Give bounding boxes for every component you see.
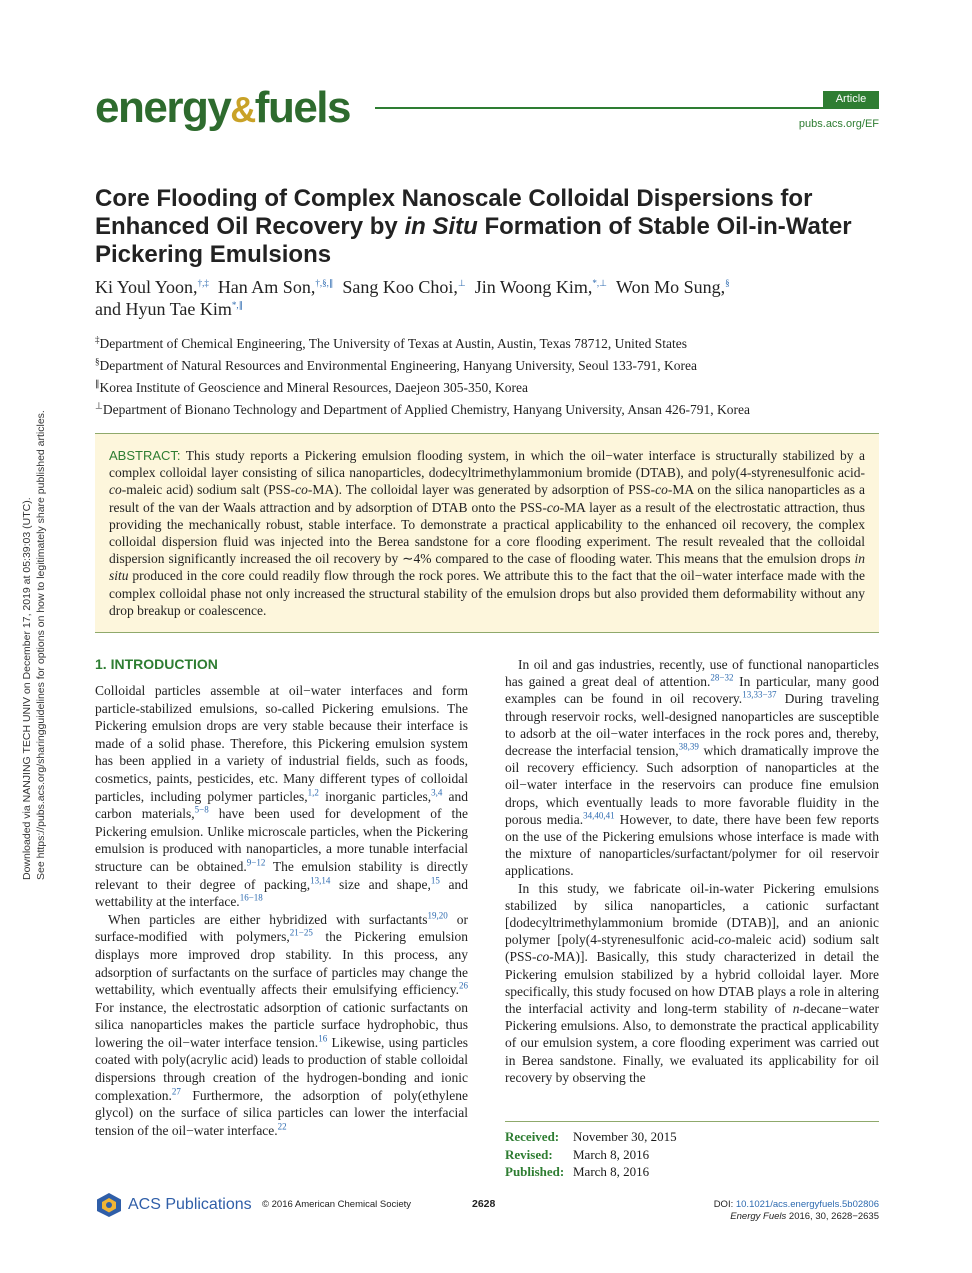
date-label: Received: (505, 1129, 560, 1144)
abstract-italic: co (109, 482, 122, 498)
author-affiliation-mark: †,‡ (197, 278, 209, 288)
abstract-sentence: -MA layer as a result of the electrostatic attraction, thus providing the mechanically robust, stable interface. To demonstrate a practical applicability to the enhanced oil recovery, the complex colloidal dispersion fluid was injected into the Berea sandstone for a core flooding experiment. The result revealed that the colloidal dispersion significantly increased the oil recovery by ∼4% compared to the case of flooding water. This means that the emulsion drops (109, 499, 865, 567)
date-label: Published: (505, 1164, 565, 1179)
text-run: inorganic particles, (318, 788, 432, 804)
doi-link[interactable]: 10.1021/acs.energyfuels.5b02806 (735, 1199, 879, 1210)
citation-link[interactable]: 27 (171, 1086, 181, 1097)
text-italic: co (718, 932, 732, 948)
affiliation (95, 333, 885, 355)
text-run: In particular, many good examples can be found in oil recovery. (505, 674, 880, 707)
author-name: Won Mo Sung, (616, 277, 726, 297)
date-row (505, 1163, 879, 1181)
abstract-text (109, 447, 865, 619)
text-run: and carbon materials, (95, 788, 468, 822)
acs-hexagon-icon (95, 1192, 123, 1218)
text-run: size and shape, (330, 876, 431, 892)
text-run: and wettability at the interface. (95, 876, 468, 910)
citation-link[interactable]: 13,14 (310, 875, 331, 886)
text-run: have been used for development of the Pickering emulsion. Unlike microscale particles, when the Pickering emulsion is produced with nanoparticles, a more tunable interfacial structure can be obtained. (95, 806, 468, 874)
citation-line (620, 1211, 879, 1222)
dates-rule (505, 1121, 879, 1122)
author[interactable] (342, 277, 465, 297)
affiliation-text: Department of Bionano Technology and Department of Applied Chemistry, Hanyang University, Ansan 426-791, Korea (102, 402, 751, 417)
text-run: -maleic acid) sodium salt (PSS- (505, 932, 879, 965)
citation-journal: Energy Fuels (730, 1211, 787, 1222)
title-part1: Core Flooding of Complex Nanoscale Colloidal Dispersions for Enhanced Oil Recovery by (95, 185, 813, 240)
affiliation-mark: ∥ (95, 378, 100, 389)
citation-rest: 2016, 30, 2628−2635 (786, 1211, 879, 1222)
affiliation (95, 355, 885, 377)
journal-name-part1: energy (95, 83, 231, 132)
section-heading-introduction: 1. INTRODUCTION (95, 656, 218, 672)
journal-url-text: pubs.acs.org/EF (798, 118, 879, 130)
date-value: March 8, 2016 (573, 1164, 650, 1179)
abstract-sentence: -maleic acid) sodium salt (PSS- (121, 482, 296, 498)
text-run: In this study, we fabricate oil-in-water Pickering emulsions stabilized by silica nanoparticles, a cationic surfactant [dodecyltrimethylammonium bromide (DTAB)], and an anionic polymer [poly(4-styrenesulfonic acid- (505, 880, 879, 948)
left-column (95, 654, 468, 1139)
author-list (95, 276, 855, 320)
text-run: The emulsion stability is directly relevant to their degree of packing, (95, 858, 468, 892)
affiliation-mark: § (95, 356, 100, 367)
date-value: March 8, 2016 (573, 1146, 650, 1162)
publisher-name: ACS Publications (128, 1196, 252, 1213)
affiliations (95, 333, 885, 421)
text-run: the Pickering emulsion displays more improved drop stability. In this process, any adsorption of surfactants on the surface of particles may change the wettability, which eventually affects their emulsifying efficiency. (95, 929, 469, 998)
text-run: -MA)]. Basically, this study characterized in detail the Pickering emulsion stabilized by a hybrid colloidal layer. More specifically, this study focused on how DTAB plays a role in altering the interfacial activity and long-term stability of (505, 949, 879, 1017)
intro-paragraph-1 (95, 682, 468, 911)
date-row (505, 1146, 879, 1164)
text-run: For instance, the electrostatic adsorption of cationic surfactants on silica nanoparticles makes the particle surface hydrophobic, thus lowering the oil−water interface tension. (95, 999, 468, 1050)
journal-logo (95, 84, 350, 134)
text-run: In oil and gas industries, recently, use of functional nanoparticles has gained a great deal of attention. (505, 657, 879, 690)
citation-link[interactable]: 22 (277, 1121, 287, 1132)
date-row (505, 1128, 879, 1146)
article-badge-label: Article (835, 93, 867, 105)
author-name: Han Am Son, (217, 277, 316, 297)
citation-link[interactable]: 16 (318, 1033, 328, 1044)
citation-link[interactable]: 16−18 (239, 892, 263, 903)
citation-link[interactable]: 28−32 (710, 672, 734, 683)
text-run: Likewise, using particles coated with poly(acrylic acid) leads to production of stable colloidal dispersions through creation of the hydrogen-bonding and ionic complexation. (95, 1034, 468, 1103)
intro-paragraph-2 (95, 911, 468, 1140)
abstract-sentence: This study reports a Pickering emulsion flooding system, in which the oil−water interface is structurally stabilized by a complex colloidal layer consisting of silica nanoparticles, dodecyltrimethylammonium bromide (DTAB), and poly(4-styrenesulfonic acid- (109, 448, 865, 481)
author[interactable] (475, 277, 607, 297)
affiliation-mark: ⊥ (95, 400, 103, 411)
author-affiliation-mark: § (725, 278, 730, 288)
citation-link[interactable]: 19,20 (427, 910, 448, 921)
text-italic: co (536, 949, 550, 965)
abstract-italic: co (546, 499, 560, 515)
date-value: November 30, 2015 (573, 1129, 677, 1144)
text-run: -decane−water Pickering emulsions. Also, to demonstrate the practical applicability of our emulsion system, a core flooding experiment was carried out in Berea sandstone. Finally, we evaluated its applicability for oil recovery by observing the (505, 1001, 879, 1085)
author-affiliation-mark: *,⊥ (592, 278, 608, 288)
affiliation (95, 399, 885, 421)
title-part2: Formation of Stable Oil-in-Water Pickering Emulsions (95, 213, 852, 268)
text-run: When particles are either hybridized with surfactants (108, 911, 428, 927)
author-affiliation-mark: ⊥ (457, 278, 466, 288)
author[interactable] (95, 299, 243, 319)
journal-name-amp: & (230, 89, 255, 130)
affiliation-mark: ‡ (95, 334, 100, 345)
abstract-box (95, 433, 879, 633)
text-run: However, to date, there have been few reports on the use of the Pickering emulsions whose interface is made with the mixture of nanoparticles/surfactant/polymer for oil reservoir applications. (505, 811, 879, 879)
date-label: Revised: (505, 1146, 553, 1162)
header-rule (375, 107, 879, 109)
affiliation (95, 377, 885, 399)
affiliation-text: Department of Chemical Engineering, The University of Texas at Austin, Austin, Texas 78712, United States (99, 336, 688, 351)
acs-publications-logo[interactable] (95, 1192, 252, 1218)
text-run: which dramatically improve the oil recovery efficiency. Such adsorption of nanoparticles at the oil−water interface in the reservoirs can produce fine emulsion drops, which eventually leads to more favorable fluidity in the porous media. (505, 743, 879, 827)
copyright: © 2016 American Chemical Society (262, 1199, 412, 1210)
abstract-label: ABSTRACT: (109, 448, 181, 463)
citation-link[interactable]: 21−25 (289, 927, 313, 938)
abstract-sentence: -MA). The colloidal layer was generated by adsorption of PSS- (307, 482, 656, 498)
citation-link[interactable]: 5−8 (194, 804, 209, 815)
affiliation-text: Department of Natural Resources and Environmental Engineering, Hanyang University, Seoul 133-791, Korea (99, 358, 697, 373)
journal-url[interactable] (760, 118, 879, 130)
author-name: Jin Woong Kim, (474, 277, 593, 297)
text-run: or surface-modified with polymers, (95, 911, 468, 945)
doi-label: DOI: (713, 1199, 736, 1210)
abstract-italic: co (655, 482, 668, 498)
citation-link[interactable]: 9−12 (246, 857, 266, 868)
citation-link[interactable]: 34,40,41 (583, 810, 615, 821)
author[interactable] (95, 277, 209, 297)
citation-link[interactable]: 15 (430, 875, 440, 886)
text-run: Furthermore, the adsorption of poly(ethylene glycol) on the surface of silica particles can lower the interfacial tension of the oil−water interface. (95, 1087, 468, 1138)
citation-link[interactable]: 1,2 (307, 787, 319, 798)
download-side-note (20, 380, 48, 880)
doi-line (620, 1199, 879, 1210)
publication-dates (505, 1128, 879, 1181)
abstract-italic: co (295, 482, 308, 498)
title-italic: in Situ (404, 213, 478, 240)
right-column (505, 656, 879, 1086)
journal-name-part2: fuels (254, 83, 350, 132)
intro-paragraph-4 (505, 880, 879, 1086)
abstract-sentence: -MA on the silica nanoparticles as a result of the van der Waals attraction and by adsorption of DTAB onto the PSS- (109, 482, 865, 515)
abstract-sentence: produced in the core could readily flow through the rock pores. We attribute this to the fact that the oil−water interface made with the complex colloidal phase not only increased the structural stability of the emulsion drops but also provided them deformability without any drop breakup or coalescence. (109, 568, 865, 618)
intro-paragraph-3 (505, 656, 879, 880)
text-run: Colloidal particles assemble at oil−water interfaces and form particle-stabilized emulsions, so-called Pickering emulsions. The Pickering emulsion drops are very stable because their interface is made of a solid phase. Therefore, this Pickering emulsion system has been applied in a variety of industrial fields, such as foods, cosmetics, paints, pesticides, etc. Many different types of colloidal particles, including polymer particles, (95, 683, 468, 804)
author-name: and Hyun Tae Kim (95, 299, 232, 319)
side-note-line-2: See https://pubs.acs.org/sharingguidelines for options on how to legitimately share published articles. (35, 410, 47, 880)
citation-link[interactable]: 38,39 (678, 741, 699, 752)
author-affiliation-mark: *,∥ (231, 300, 244, 310)
author-name: Sang Koo Choi, (342, 277, 458, 297)
text-italic: n (792, 1001, 800, 1017)
paper-title (95, 185, 885, 269)
author[interactable] (218, 277, 334, 297)
citation-link[interactable]: 13,33−37 (742, 689, 777, 700)
page-number: 2628 (472, 1198, 496, 1210)
side-note-line-1: Downloaded via NANJING TECH UNIV on December 17, 2019 at 05:39:03 (UTC). (21, 497, 33, 880)
citation-link[interactable]: 26 (459, 980, 468, 991)
text-run: During traveling through reservoir rocks, well-designed nanoparticles are susceptible to adsorb at the oil−water interfaces in the rock pores and, thereby, decrease the interfacial tension, (505, 691, 879, 759)
citation-link[interactable]: 3,4 (431, 787, 443, 798)
article-badge (823, 91, 879, 107)
affiliation-text: Korea Institute of Geoscience and Mineral Resources, Daejeon 305-350, Korea (99, 380, 528, 395)
abstract-italic: in situ (109, 551, 865, 584)
author-name: Ki Youl Yoon, (95, 277, 198, 297)
author-affiliation-mark: †,§,∥ (315, 278, 334, 288)
author[interactable] (616, 277, 730, 297)
